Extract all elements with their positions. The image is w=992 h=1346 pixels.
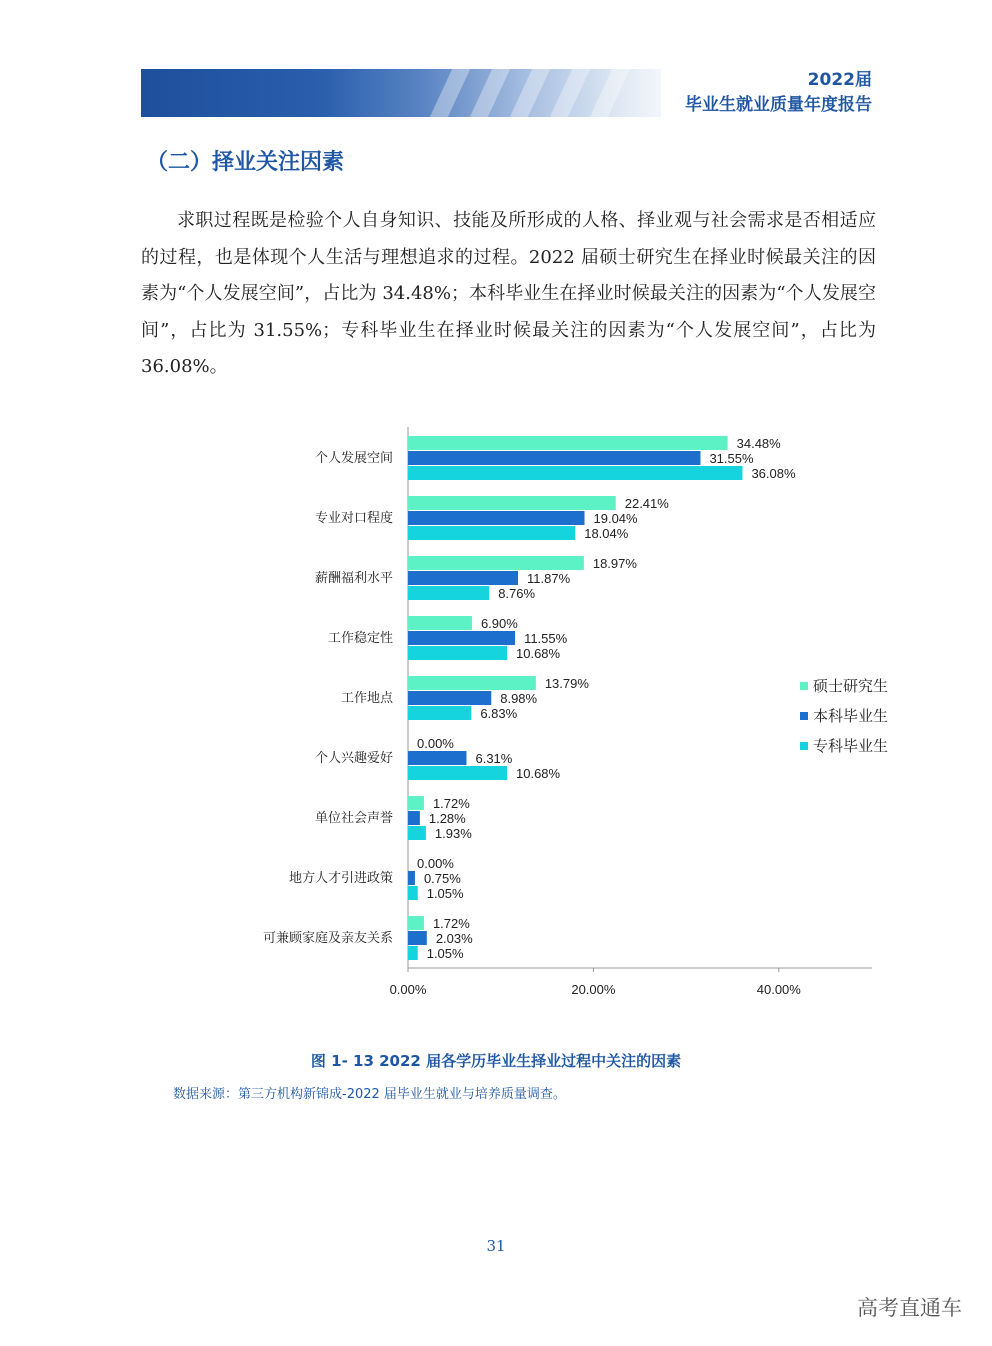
bar — [408, 691, 491, 705]
bar — [408, 586, 489, 600]
bar — [408, 466, 742, 480]
data-label: 18.04% — [584, 526, 629, 541]
bar — [408, 451, 700, 465]
header-decoration-band — [141, 69, 661, 117]
data-label: 19.04% — [593, 511, 638, 526]
bar — [408, 796, 424, 810]
data-label: 1.28% — [428, 811, 466, 826]
data-label: 1.93% — [434, 826, 472, 841]
data-label: 1.05% — [426, 946, 464, 961]
bar — [408, 526, 575, 540]
bar — [408, 751, 466, 765]
legend-label: 专科毕业生 — [813, 737, 889, 755]
category-label: 薪酬福利水平 — [314, 571, 393, 586]
category-label: 地方人才引进政策 — [288, 871, 393, 886]
data-label: 1.72% — [432, 796, 470, 811]
data-label: 8.76% — [498, 586, 536, 601]
watermark-text: 高考直通车 — [857, 1296, 962, 1320]
body-paragraph: 求职过程既是检验个人自身知识、技能及所形成的人格、择业观与社会需求是否相适应的过程，也是体现个人生活与理想追求的过程。2022 届硕士研究生在择业时候最关注的因素为“个人发展空间”，占比为 34.48%；本科毕业生在择业时候最关注的因素为“个人发展空间”，占比为 31.55%；专科毕业生在择业时候最关注的因素为“个人发展空间”，占比为 36.08%。 — [141, 210, 876, 377]
bar — [408, 511, 585, 525]
data-label: 6.90% — [480, 616, 518, 631]
category-label: 个人发展空间 — [314, 451, 393, 466]
data-label: 1.72% — [432, 916, 470, 931]
x-tick-label: 20.00% — [571, 982, 616, 997]
bar — [408, 931, 427, 945]
legend-swatch — [800, 742, 808, 750]
data-label: 1.05% — [426, 886, 464, 901]
bar — [408, 946, 418, 960]
legend-swatch — [800, 682, 808, 690]
bar — [408, 616, 472, 630]
data-label: 0.00% — [417, 736, 454, 751]
data-label: 18.97% — [592, 556, 637, 571]
bar — [408, 646, 507, 660]
factors-bar-chart — [0, 415, 992, 1015]
bar — [408, 436, 728, 450]
category-label: 专业对口程度 — [314, 511, 393, 526]
data-label: 36.08% — [751, 466, 796, 481]
x-tick-label: 40.00% — [756, 982, 801, 997]
data-label: 2.03% — [435, 931, 473, 946]
category-label: 工作地点 — [340, 691, 393, 706]
bar — [408, 556, 584, 570]
bar — [408, 676, 536, 690]
data-label: 11.87% — [527, 571, 571, 586]
bar — [408, 871, 415, 885]
header-year: 2022届 — [807, 70, 872, 90]
bar — [408, 766, 507, 780]
data-label: 8.98% — [500, 691, 538, 706]
data-label: 31.55% — [709, 451, 754, 466]
legend-swatch — [800, 712, 808, 720]
data-label: 6.83% — [480, 706, 518, 721]
data-label: 0.00% — [417, 856, 454, 871]
category-label: 单位社会声誉 — [314, 811, 393, 826]
bar — [408, 826, 426, 840]
data-label: 10.68% — [516, 766, 561, 781]
bar — [408, 631, 515, 645]
bar — [408, 811, 420, 825]
section-title: （二）择业关注因素 — [146, 150, 345, 175]
data-label: 0.75% — [423, 871, 461, 886]
data-label: 6.31% — [475, 751, 513, 766]
page-header — [685, 68, 872, 118]
category-label: 工作稳定性 — [327, 631, 393, 646]
data-label: 11.55% — [524, 631, 568, 646]
bar — [408, 886, 418, 900]
header-report-title: 毕业生就业质量年度报告 — [685, 95, 872, 115]
data-label: 22.41% — [624, 496, 669, 511]
x-tick-label: 0.00% — [389, 982, 427, 997]
bar — [408, 571, 518, 585]
figure-caption: 图 1- 13 2022 届各学历毕业生择业过程中关注的因素 — [310, 1052, 682, 1070]
bar — [408, 496, 616, 510]
category-label: 可兼顾家庭及亲友关系 — [262, 931, 393, 946]
bar — [408, 916, 424, 930]
data-source-note: 数据来源：第三方机构新锦成-2022 届毕业生就业与培养质量调查。 — [173, 1087, 566, 1102]
bar — [408, 706, 471, 720]
data-label: 10.68% — [516, 646, 561, 661]
legend-label: 硕士研究生 — [813, 677, 889, 695]
data-label: 13.79% — [544, 676, 589, 691]
legend-label: 本科毕业生 — [813, 707, 889, 725]
page-number: 31 — [486, 1237, 506, 1255]
data-label: 34.48% — [736, 436, 781, 451]
category-label: 个人兴趣爱好 — [314, 751, 393, 766]
